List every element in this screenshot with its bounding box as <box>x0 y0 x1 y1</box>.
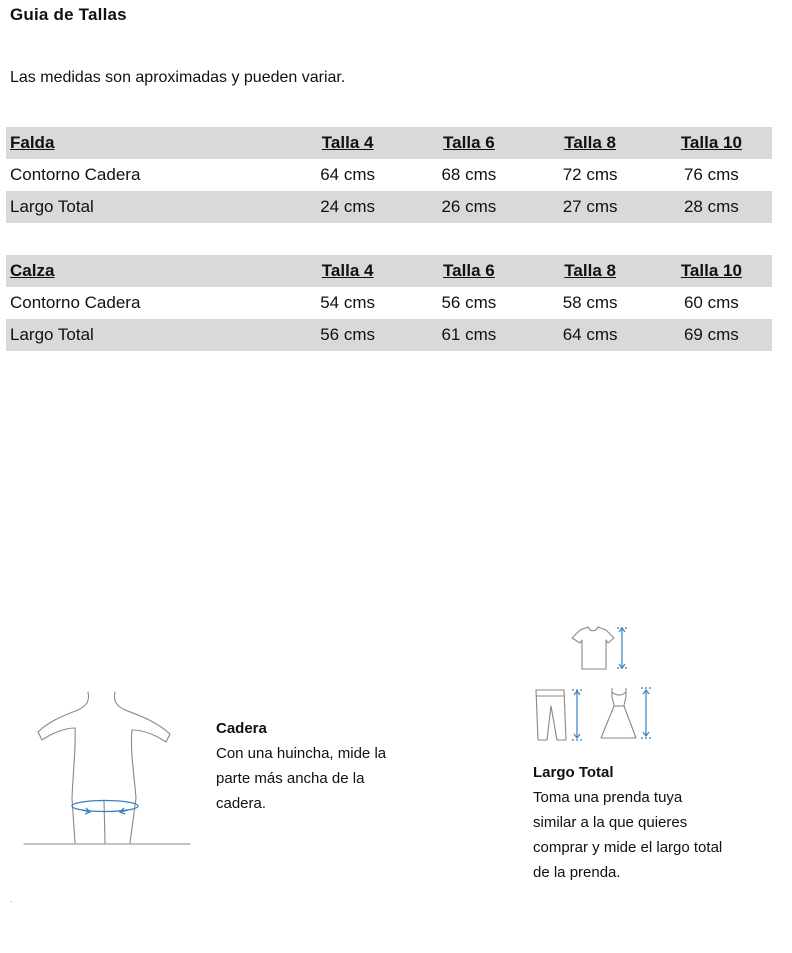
table-cell: 54 cms <box>320 293 376 312</box>
cadera-text-line: Con una huincha, mide la <box>216 745 387 762</box>
table-header-row <box>6 255 772 287</box>
calza-size-table <box>6 255 772 351</box>
header-cell-size: Talla 6 <box>408 255 529 287</box>
table-cell: 61 cms <box>408 319 529 351</box>
table-header-row <box>6 127 772 159</box>
table-cell: 69 cms <box>651 319 772 351</box>
intro-text: Las medidas son aproximadas y pueden variar. <box>10 69 346 86</box>
table-row <box>6 287 772 319</box>
largo-text-line: Toma una prenda tuya <box>533 789 683 806</box>
largo-title: Largo Total <box>533 764 614 781</box>
header-cell-size: Talla 8 <box>530 127 651 159</box>
header-cell-size: Talla 10 <box>651 127 772 159</box>
table-cell: 56 cms <box>441 293 497 312</box>
table-row <box>6 319 772 351</box>
table-cell: 26 cms <box>408 191 529 223</box>
header-cell-size: Talla 10 <box>651 255 772 287</box>
pants-icon <box>532 686 588 744</box>
largo-text-line: de la prenda. <box>533 864 621 881</box>
table-cell: 64 cms <box>320 165 376 184</box>
largo-text-line: comprar y mide el largo total <box>533 839 723 856</box>
tshirt-icon <box>566 624 630 674</box>
table-cell: 68 cms <box>441 165 497 184</box>
cadera-text-line: cadera. <box>216 795 267 812</box>
header-cell-size: Talla 4 <box>287 255 408 287</box>
body-outline-icon <box>20 688 195 848</box>
table-cell: 60 cms <box>683 293 739 312</box>
page-title: Guia de Tallas <box>10 5 127 24</box>
header-cell-garment: Calza <box>6 255 287 287</box>
table-cell: 24 cms <box>287 191 408 223</box>
table-row <box>6 191 772 223</box>
table-cell: 27 cms <box>530 191 651 223</box>
header-cell-garment: Falda <box>6 127 287 159</box>
table-cell: 76 cms <box>683 165 739 184</box>
largo-info <box>533 760 722 885</box>
cadera-title: Cadera <box>216 720 267 737</box>
dress-icon <box>598 684 658 744</box>
table-cell: 28 cms <box>651 191 772 223</box>
table-cell: 72 cms <box>562 165 618 184</box>
cadera-info <box>216 716 386 816</box>
table-row <box>6 159 772 191</box>
row-label: Contorno Cadera <box>10 293 141 312</box>
header-cell-size: Talla 8 <box>530 255 651 287</box>
table-cell: 58 cms <box>562 293 618 312</box>
largo-text-line: similar a la que quieres <box>533 814 688 831</box>
row-label: Largo Total <box>6 319 287 351</box>
table-cell: 64 cms <box>530 319 651 351</box>
falda-size-table <box>6 127 772 223</box>
row-label: Contorno Cadera <box>10 165 141 184</box>
header-cell-size: Talla 4 <box>287 127 408 159</box>
row-label: Largo Total <box>6 191 287 223</box>
cadera-text-line: parte más ancha de la <box>216 770 365 787</box>
footnote-dot: . <box>10 895 13 904</box>
table-cell: 56 cms <box>287 319 408 351</box>
header-cell-size: Talla 6 <box>408 127 529 159</box>
